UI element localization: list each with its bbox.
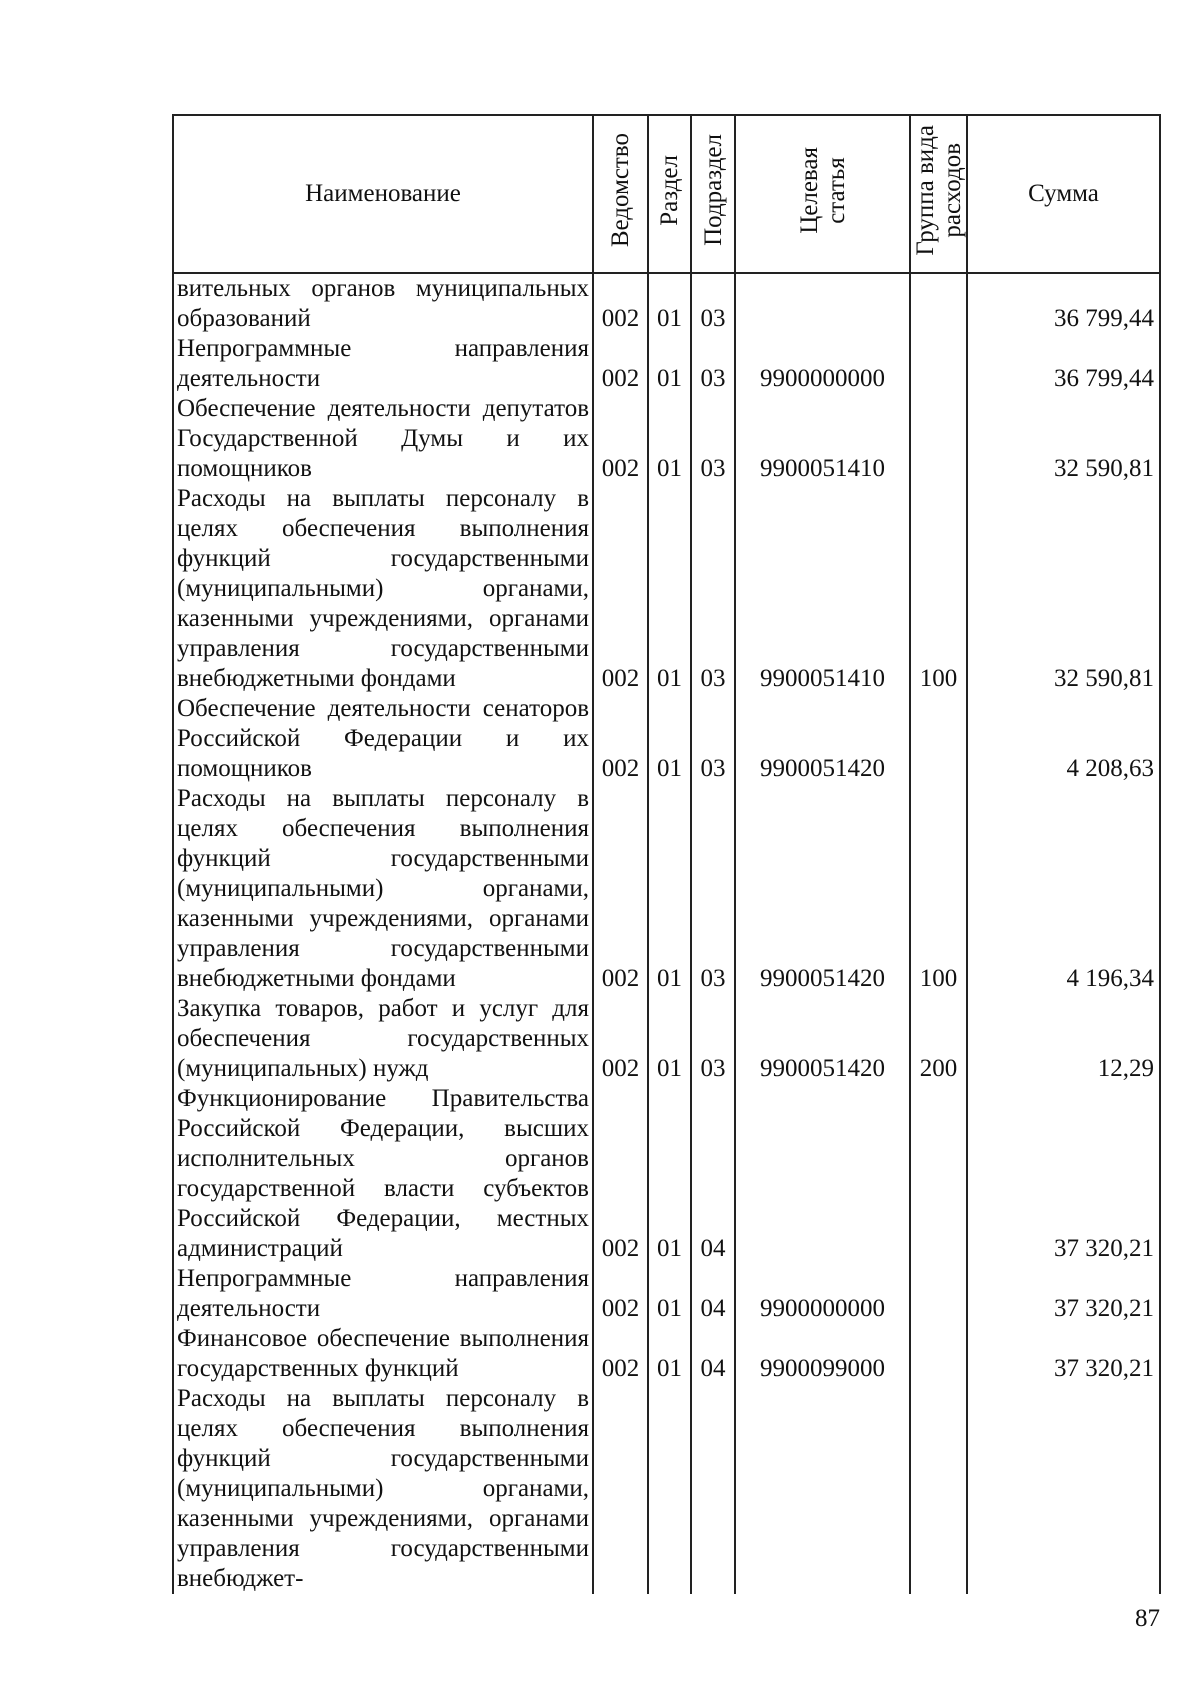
- cell-celevaya: 9900051410: [735, 484, 910, 694]
- cell-gruppa: [910, 1324, 967, 1384]
- cell-celevaya: 9900099000: [735, 1324, 910, 1384]
- cell-summa: 37 320,21: [967, 1324, 1160, 1384]
- cell-celevaya: 9900051420: [735, 784, 910, 994]
- cell-vedomstvo: 002: [593, 694, 648, 784]
- page-number: 87: [1135, 1605, 1160, 1632]
- cell-podrazdel: 04: [691, 1264, 735, 1324]
- cell-gruppa: [910, 1384, 967, 1594]
- header-summa-label: Сумма: [1028, 180, 1099, 207]
- cell-celevaya: [735, 273, 910, 334]
- cell-gruppa: [910, 694, 967, 784]
- table-row: [173, 994, 1160, 1084]
- cell-gruppa: [910, 1084, 967, 1264]
- cell-vedomstvo: 002: [593, 484, 648, 694]
- cell-summa: 37 320,21: [967, 1264, 1160, 1324]
- header-razdel-label: Раздел: [656, 154, 683, 226]
- cell-celevaya: [735, 1384, 910, 1594]
- cell-name: вительных органов муниципальных образований: [173, 273, 593, 334]
- cell-name: Расходы на выплаты персоналу в целях обеспечения выполнения функций государственными (муниципальными) органами, казенными учреждениями, органами управления государственными внебюджет-: [173, 1384, 593, 1594]
- table-row: [173, 1384, 1160, 1594]
- table-row: [173, 484, 1160, 694]
- table-row: [173, 394, 1160, 484]
- cell-razdel: 01: [648, 334, 691, 394]
- cell-name: Финансовое обеспечение выполнения государственных функций: [173, 1324, 593, 1384]
- cell-name: Расходы на выплаты персоналу в целях обеспечения выполнения функций государственными (муниципальными) органами, казенными учреждениями, органами управления государственными внебюджетными фондами: [173, 784, 593, 994]
- cell-vedomstvo: 002: [593, 784, 648, 994]
- cell-gruppa: [910, 334, 967, 394]
- header-podrazdel: [691, 115, 735, 273]
- cell-podrazdel: 03: [691, 273, 735, 334]
- header-vedomstvo-label: Ведомство: [607, 132, 634, 248]
- cell-name: Закупка товаров, работ и услуг для обеспечения государственных (муниципальных) нужд: [173, 994, 593, 1084]
- cell-celevaya: 9900000000: [735, 1264, 910, 1324]
- cell-celevaya: [735, 1084, 910, 1264]
- header-summa: [967, 115, 1160, 273]
- cell-name: Обеспечение деятельности депутатов Государственной Думы и их помощников: [173, 394, 593, 484]
- cell-name: Расходы на выплаты персоналу в целях обеспечения выполнения функций государственными (муниципальными) органами, казенными учреждениями, органами управления государственными внебюджетными фондами: [173, 484, 593, 694]
- cell-summa: 12,29: [967, 994, 1160, 1084]
- header-celevaya: [735, 115, 910, 273]
- cell-vedomstvo: 002: [593, 994, 648, 1084]
- cell-summa: 32 590,81: [967, 484, 1160, 694]
- cell-razdel: 01: [648, 694, 691, 784]
- cell-podrazdel: 04: [691, 1324, 735, 1384]
- cell-celevaya: 9900051410: [735, 394, 910, 484]
- cell-razdel: 01: [648, 1324, 691, 1384]
- cell-summa: 4 196,34: [967, 784, 1160, 994]
- cell-celevaya: 9900051420: [735, 694, 910, 784]
- cell-celevaya: 9900051420: [735, 994, 910, 1084]
- table-row: [173, 1264, 1160, 1324]
- cell-vedomstvo: 002: [593, 394, 648, 484]
- cell-razdel: 01: [648, 994, 691, 1084]
- cell-summa: 4 208,63: [967, 694, 1160, 784]
- cell-gruppa: 100: [910, 784, 967, 994]
- cell-gruppa: [910, 1264, 967, 1324]
- cell-name: Непрограммные направления деятельности: [173, 334, 593, 394]
- cell-podrazdel: [691, 1384, 735, 1594]
- cell-podrazdel: 03: [691, 484, 735, 694]
- cell-vedomstvo: 002: [593, 1324, 648, 1384]
- cell-vedomstvo: 002: [593, 1084, 648, 1264]
- cell-razdel: 01: [648, 273, 691, 334]
- cell-podrazdel: 04: [691, 1084, 735, 1264]
- cell-podrazdel: 03: [691, 334, 735, 394]
- table-row: [173, 694, 1160, 784]
- cell-podrazdel: 03: [691, 784, 735, 994]
- table-row: [173, 273, 1160, 334]
- cell-summa: [967, 1384, 1160, 1594]
- cell-summa: 37 320,21: [967, 1084, 1160, 1264]
- cell-podrazdel: 03: [691, 694, 735, 784]
- cell-podrazdel: 03: [691, 994, 735, 1084]
- cell-name: Функционирование Правительства Российской Федерации, высших исполнительных органов государственной власти субъектов Российской Федерации, местных администраций: [173, 1084, 593, 1264]
- table-row: [173, 334, 1160, 394]
- header-name: [173, 115, 593, 273]
- cell-podrazdel: 03: [691, 394, 735, 484]
- cell-razdel: 01: [648, 1264, 691, 1324]
- table-row: [173, 1084, 1160, 1264]
- cell-vedomstvo: 002: [593, 273, 648, 334]
- cell-razdel: 01: [648, 484, 691, 694]
- header-gruppa-label: Группа вида расходов: [911, 124, 966, 256]
- table-body: [173, 273, 1160, 1594]
- cell-gruppa: [910, 273, 967, 334]
- cell-name: Непрограммные направления деятельности: [173, 1264, 593, 1324]
- table-row: [173, 1324, 1160, 1384]
- header-celevaya-label: Целевая статья: [795, 146, 850, 234]
- cell-celevaya: 9900000000: [735, 334, 910, 394]
- table-header: [173, 115, 1160, 273]
- budget-table: [172, 114, 1161, 1594]
- cell-vedomstvo: 002: [593, 334, 648, 394]
- header-razdel: [648, 115, 691, 273]
- cell-summa: 32 590,81: [967, 394, 1160, 484]
- header-name-label: Наименование: [305, 180, 461, 207]
- cell-razdel: 01: [648, 784, 691, 994]
- cell-vedomstvo: [593, 1384, 648, 1594]
- header-gruppa: [910, 115, 967, 273]
- cell-razdel: 01: [648, 1084, 691, 1264]
- cell-razdel: [648, 1384, 691, 1594]
- cell-summa: 36 799,44: [967, 273, 1160, 334]
- cell-vedomstvo: 002: [593, 1264, 648, 1324]
- cell-razdel: 01: [648, 394, 691, 484]
- header-vedomstvo: [593, 115, 648, 273]
- cell-gruppa: 100: [910, 484, 967, 694]
- table-row: [173, 784, 1160, 994]
- cell-gruppa: [910, 394, 967, 484]
- header-podrazdel-label: Подраздел: [699, 134, 727, 246]
- cell-gruppa: 200: [910, 994, 967, 1084]
- cell-name: Обеспечение деятельности сенаторов Российской Федерации и их помощников: [173, 694, 593, 784]
- cell-summa: 36 799,44: [967, 334, 1160, 394]
